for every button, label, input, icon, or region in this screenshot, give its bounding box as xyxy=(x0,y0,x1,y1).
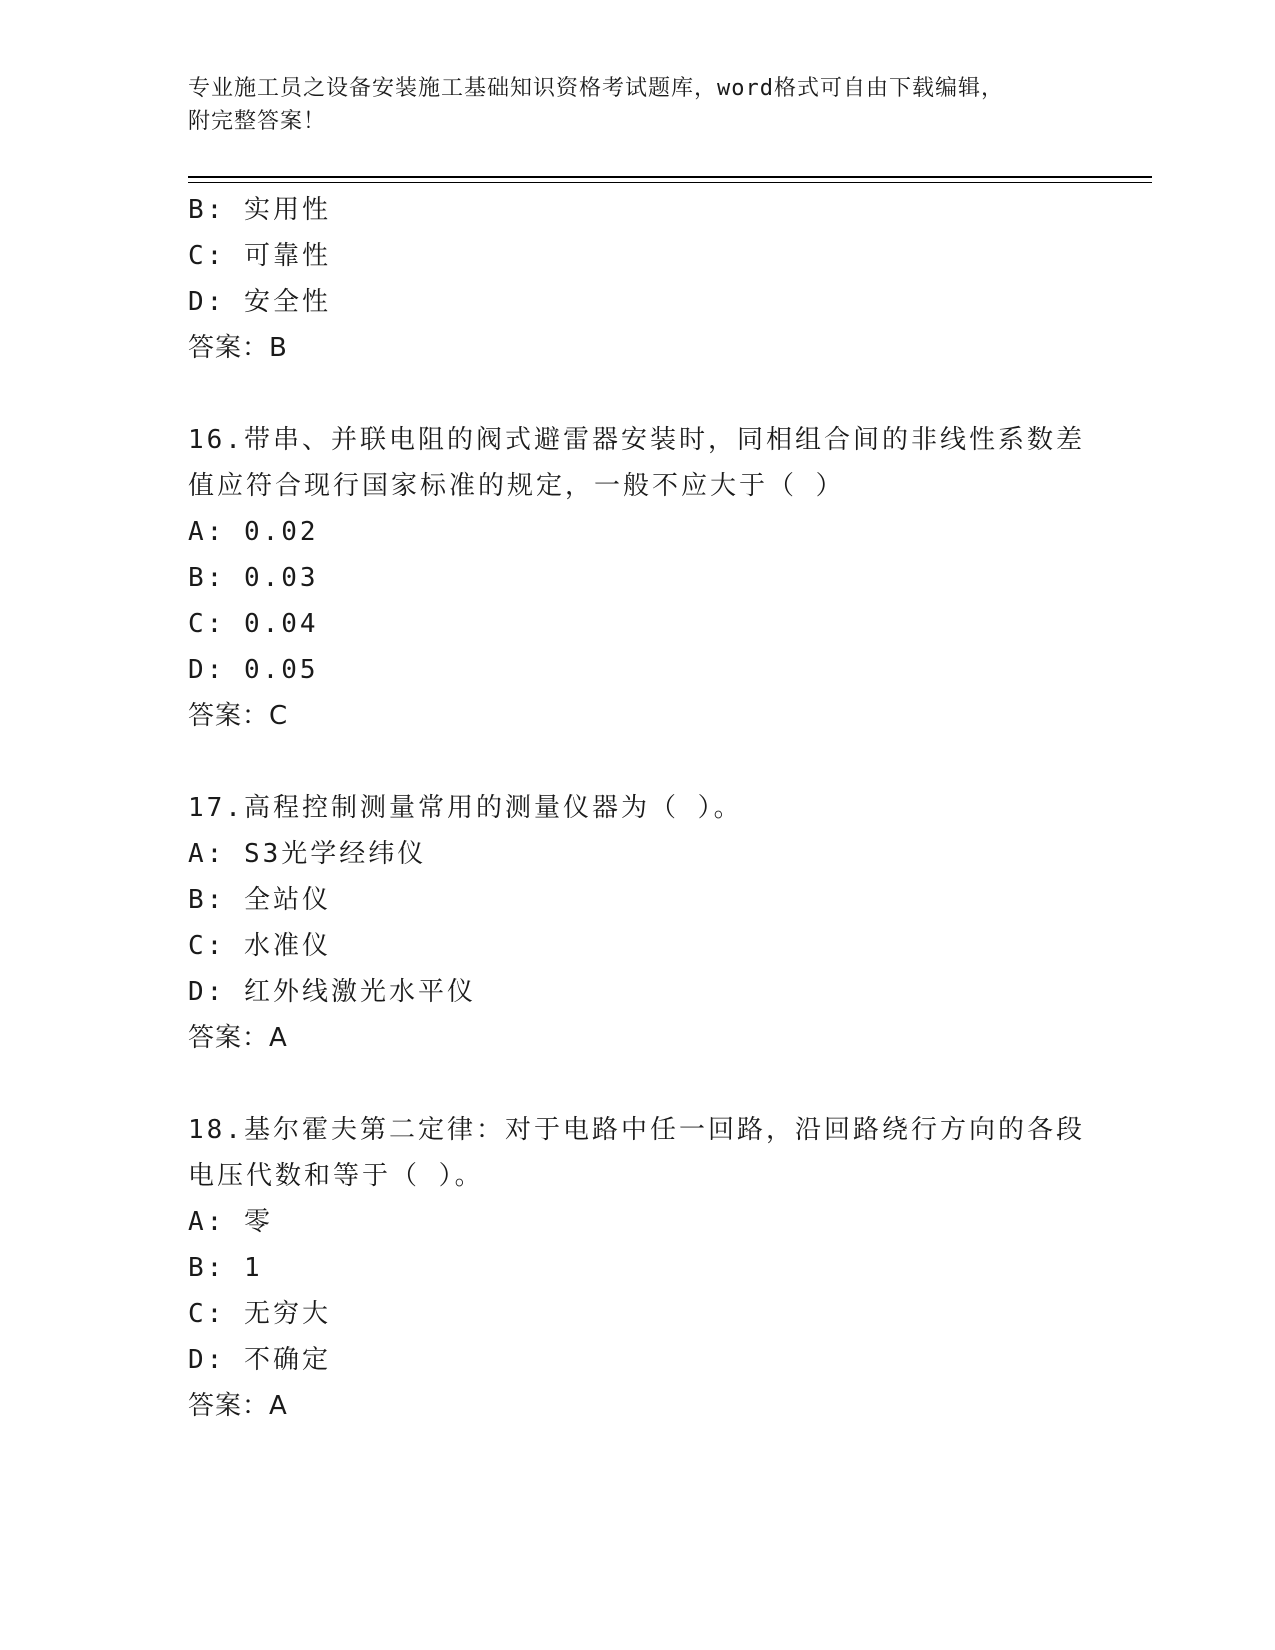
question-stem-line-1: 17.高程控制测量常用的测量仪器为（ ）。 xyxy=(188,793,743,823)
option-b: B: 0.03 xyxy=(188,563,319,593)
header-line-1: 专业施工员之设备安装施工基础知识资格考试题库，word格式可自由下载编辑， xyxy=(188,76,1004,101)
header-divider-thick xyxy=(188,176,1152,178)
answer: 答案：A xyxy=(188,1391,288,1421)
option-d: D: 0.05 xyxy=(188,655,319,685)
header-line-2: 附完整答案！ xyxy=(188,109,327,134)
question-17 xyxy=(188,785,1088,1061)
answer: 答案：B xyxy=(188,333,288,363)
option-b: B: 全站仪 xyxy=(188,885,331,915)
option-a: A: 零 xyxy=(188,1207,273,1237)
question-16 xyxy=(188,417,1088,739)
answer: 答案：C xyxy=(188,701,289,731)
header-divider-thin xyxy=(188,182,1152,183)
question-stem-line-1: 18.基尔霍夫第二定律：对于电路中任一回路，沿回路绕行方向的各段 xyxy=(188,1115,1085,1145)
question-18 xyxy=(188,1107,1088,1429)
question-spacer xyxy=(188,371,1088,417)
question-stem-line-2: 电压代数和等于（ ）。 xyxy=(188,1161,484,1191)
question-spacer xyxy=(188,739,1088,785)
option-d: D: 不确定 xyxy=(188,1345,331,1375)
question-15 xyxy=(188,187,1088,371)
option-c: C: 可靠性 xyxy=(188,241,331,271)
answer: 答案：A xyxy=(188,1023,288,1053)
option-b: B: 实用性 xyxy=(188,195,331,225)
option-c: C: 无穷大 xyxy=(188,1299,331,1329)
question-stem-line-1: 16.带串、并联电阻的阀式避雷器安装时，同相组合间的非线性系数差 xyxy=(188,425,1085,455)
option-c: C: 0.04 xyxy=(188,609,319,639)
question-list xyxy=(188,187,1088,1429)
option-d: D: 安全性 xyxy=(188,287,331,317)
option-b: B: 1 xyxy=(188,1253,263,1283)
option-a: A: S3光学经纬仪 xyxy=(188,839,427,869)
document-header xyxy=(188,72,1088,138)
option-a: A: 0.02 xyxy=(188,517,319,547)
option-c: C: 水准仪 xyxy=(188,931,331,961)
option-d: D: 红外线激光水平仪 xyxy=(188,977,476,1007)
question-stem-line-2: 值应符合现行国家标准的规定，一般不应大于（ ） xyxy=(188,471,845,501)
question-spacer xyxy=(188,1061,1088,1107)
